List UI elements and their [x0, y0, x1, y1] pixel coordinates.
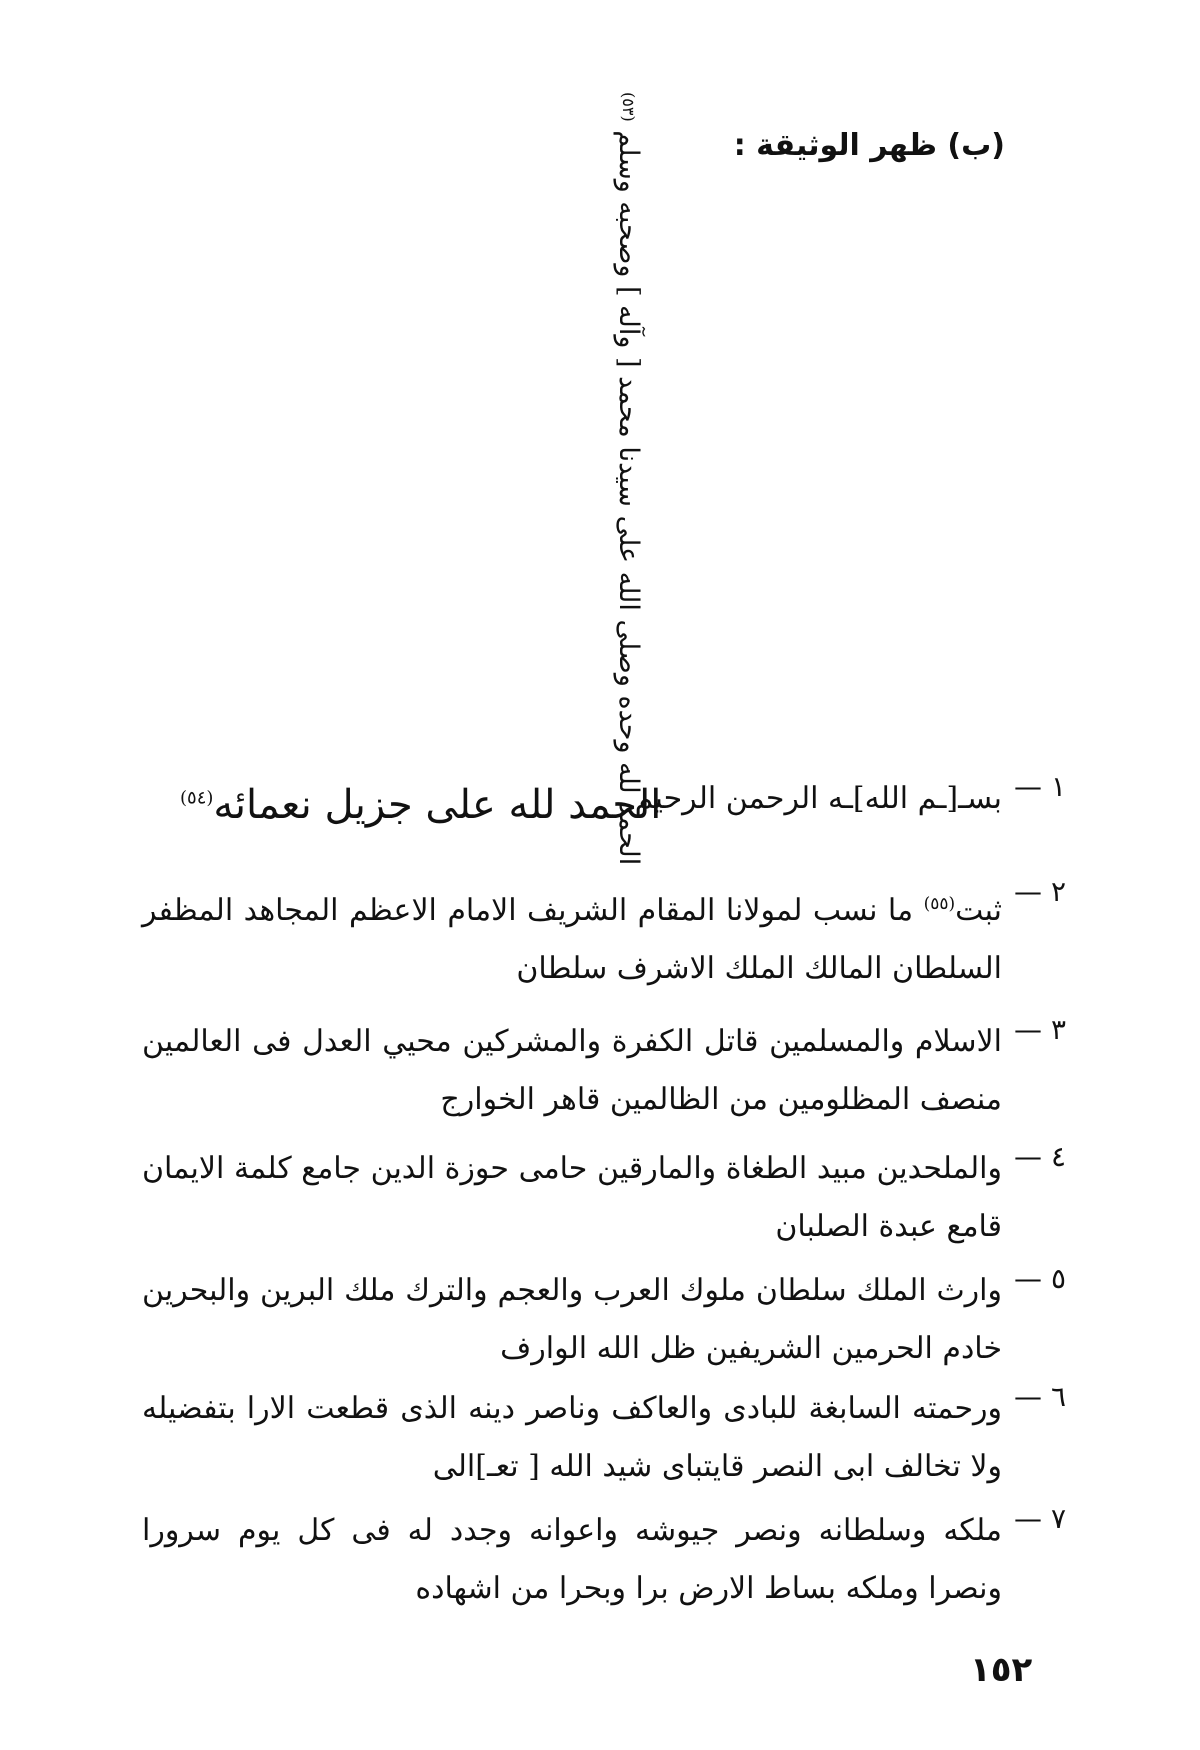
line-number: ٤ —	[1014, 1140, 1066, 1173]
document-line-4	[142, 1140, 1066, 1256]
vertical-note-footnote: (٥٣)	[619, 91, 638, 122]
line-text	[142, 875, 1002, 998]
line-number: ٢ —	[1014, 875, 1066, 908]
line-number: ١ —	[1014, 770, 1066, 803]
line-text: بسـ[ـم الله]ـه الرحمن الرحيم	[634, 781, 1002, 816]
document-line-7	[142, 1502, 1066, 1618]
line-number: ٧ —	[1014, 1502, 1066, 1535]
document-line-3	[142, 1013, 1066, 1129]
line-text: والملحدين مبيد الطغاة والمارقين حامى حوزة الدين جامع كلمة الايمان قامع عبدة الصلبان	[142, 1151, 1002, 1244]
vertical-marginal-note	[600, 91, 644, 865]
invocation-footnote: (٥٤)	[180, 787, 214, 809]
document-line-2	[142, 875, 1066, 998]
line-text: ملكه وسلطانه ونصر جيوشه واعوانه وجدد له فى كل يوم سرورا ونصرا وملكه بساط الارض برا وبحرا من اشهاده	[142, 1513, 1002, 1606]
line-footnote: (٥٥)	[923, 894, 956, 914]
page-number: ١٥٢	[970, 1650, 1033, 1690]
line-number: ٥ —	[1014, 1262, 1066, 1295]
line-text-rest: ما نسب لمولانا المقام الشريف الامام الاعظم المجاهد المظفر السلطان المالك الملك الاشرف سلطان	[142, 893, 1002, 986]
section-heading: (ب) ظهر الوثيقة :	[733, 128, 1005, 163]
line-text: ورحمته السابغة للبادى والعاكف وناصر دينه الذى قطعت الارا بتفضيله ولا تخالف ابى النصر قايتباى شيد الله [ تعـ]الى	[142, 1391, 1002, 1484]
document-line-6	[142, 1380, 1066, 1496]
line-text-start: ثبت	[955, 893, 1002, 928]
line-text: الاسلام والمسلمين قاتل الكفرة والمشركين محيي العدل فى العالمين منصف المظلومين من الظالمين قاهر الخوارج	[142, 1024, 1002, 1117]
line-number: ٦ —	[1014, 1380, 1066, 1413]
line-number: ٣ —	[1014, 1013, 1066, 1046]
invocation-text: الحمد لله على جزيل نعمائه	[213, 782, 662, 828]
document-line-5	[142, 1262, 1066, 1378]
vertical-note-text: الحمد لله وحده وصلى الله على سيدنا محمد [ وآله ] وصحبه وسلم	[613, 130, 644, 865]
document-line-1	[142, 770, 1066, 828]
line-text: وارث الملك سلطان ملوك العرب والعجم والترك ملك البرين والبحرين خادم الحرمين الشريفين ظل الله الوارف	[142, 1273, 1002, 1366]
